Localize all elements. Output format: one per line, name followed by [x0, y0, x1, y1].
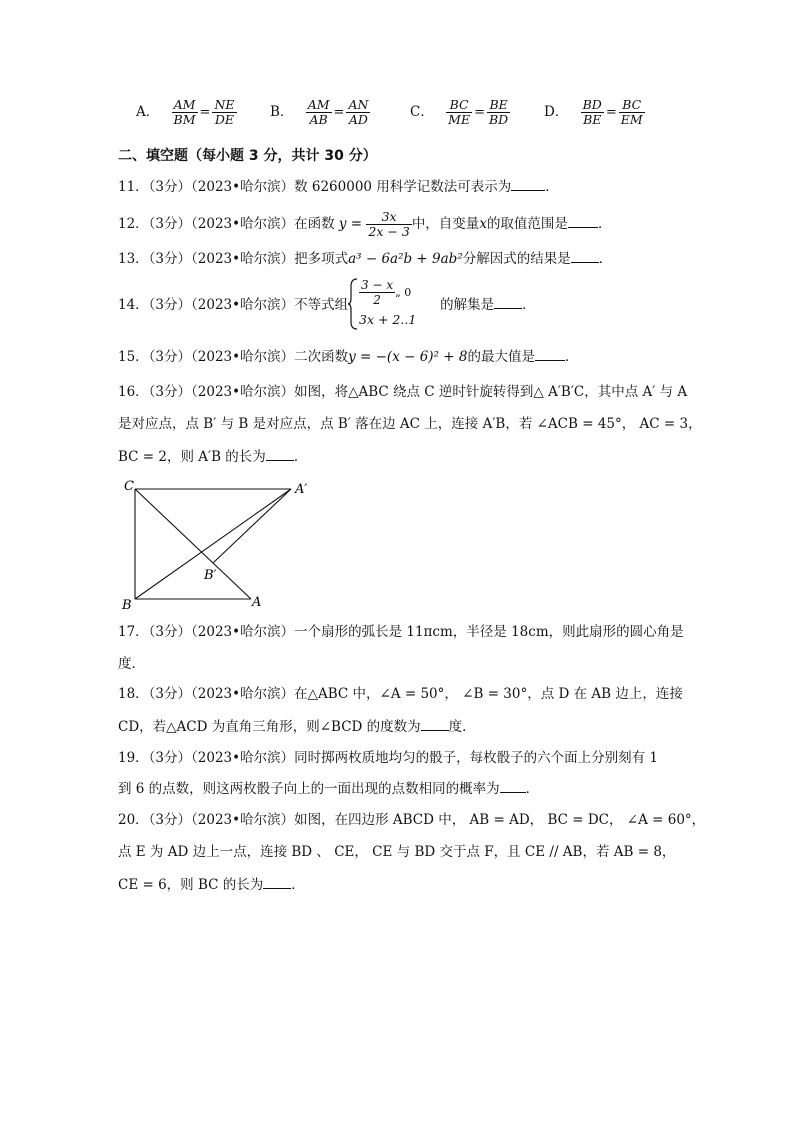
question-18-line-2: CD，若△ACD 为直角三角形，则∠BCD 的度数为 度． — [118, 716, 476, 737]
answer-blank — [571, 248, 599, 263]
question-20-line-1: 20．（3分）（2023•哈尔滨）如图，在四边形 ABCD 中， AB = AD， BC = DC， ∠A = 60°， — [118, 812, 706, 828]
question-18-line-1: 18．（3分）（2023•哈尔滨）在△ABC 中，∠A = 50°， ∠B = 30°，点 D 在 AB 边上，连接 — [118, 686, 683, 702]
question-20-line-3: CE = 6，则 BC 的长为 ． — [118, 874, 305, 895]
fraction: $\frac{BD}{BE}$ — [582, 97, 602, 127]
inequality-system — [347, 278, 417, 330]
question-15: 15．（3分）（2023•哈尔滨）二次函数y = −(x − 6)² + 8的最大值是 ． — [118, 346, 578, 367]
answer-blank — [568, 213, 598, 228]
question-13: 13．（3分）（2023•哈尔滨）把多项式a³ − 6a²b + 9ab²分解因式的结果是 ． — [118, 248, 612, 269]
question-14: 14．（3分）（2023•哈尔滨）不等式组 的解集是 ． — [118, 294, 536, 315]
question-16-line-3: BC = 2，则 A′B 的长为 ． — [118, 446, 307, 467]
brace-icon — [347, 278, 359, 330]
question-12: 12．（3分）（2023•哈尔滨）在函数 y = $\frac{3x}{2x - 3}$ 中，自变量x的取值范围是 ． — [118, 209, 612, 239]
answer-blank — [266, 446, 294, 461]
option-d: D． $\frac{BD}{BE}$ = $\frac{BC}{EM}$ — [544, 97, 643, 127]
answer-blank — [421, 716, 449, 731]
label-c: C — [124, 479, 134, 494]
fraction: $\frac{BC}{ME}$ — [448, 97, 471, 127]
answer-blank — [535, 346, 565, 361]
label-b-prime: B′ — [204, 568, 217, 583]
section-title: 二、填空题（每小题 3 分，共计 30 分） — [118, 148, 377, 164]
question-19-line-1: 19．（3分）（2023•哈尔滨）同时掷两枚质地均匀的骰子，每枚骰子的六个面上分别刻有 1 — [118, 750, 658, 766]
fraction: $\frac{BE}{BD}$ — [488, 97, 509, 127]
question-20-line-2: 点 E 为 AD 边上一点，连接 BD 、 CE， CE 与 BD 交于点 F，且 CE // AB，若 AB = 8， — [118, 844, 676, 860]
answer-blank — [263, 874, 291, 889]
fraction: $\frac{3 - x}{2}$ — [361, 278, 394, 307]
fraction: $\frac{AM}{AB}$ — [307, 97, 330, 127]
answer-blank — [511, 176, 545, 191]
question-17-line-1: 17．（3分）（2023•哈尔滨）一个扇形的弧长是 11πcm，半径是 18cm，则此扇形的圆心角是 — [118, 624, 684, 640]
answer-blank — [500, 778, 526, 793]
question-11: 11．（3分）（2023•哈尔滨）数 6260000 用科学记数法可表示为 ． — [118, 176, 559, 197]
option-a: A． $\frac{AM}{BM}$ = $\frac{NE}{DE}$ — [136, 97, 235, 127]
fraction: $\frac{AM}{BM}$ — [173, 97, 196, 127]
inequality-row-1: $\frac{3 - x}{2}$ „ 0 — [361, 278, 412, 307]
question-17-line-2: 度． — [118, 656, 145, 672]
question-16-line-1: 16．（3分）（2023•哈尔滨）如图，将△ABC 绕点 C 逆时针旋转得到△ A′B′C，其中点 A′ 与 A — [118, 384, 688, 400]
fraction: $\frac{3x}{2x - 3}$ — [368, 209, 410, 239]
fraction: $\frac{BC}{EM}$ — [620, 97, 643, 127]
answer-blank — [494, 294, 522, 309]
option-c: C． $\frac{BC}{ME}$ = $\frac{BE}{BD}$ — [410, 97, 509, 127]
rotation-figure — [118, 474, 318, 614]
label-b: B — [122, 598, 132, 613]
question-16-line-2: 是对应点，点 B′ 与 B 是对应点，点 B′ 落在边 AC 上，连接 A′B，若 ∠ACB = 45°， AC = 3， — [118, 416, 702, 432]
fraction: $\frac{AN}{AD}$ — [348, 97, 369, 127]
label-a-prime: A′ — [295, 482, 308, 497]
label-a: A — [252, 595, 262, 610]
segment-a-prime-b-prime — [213, 489, 291, 563]
option-b: B． $\frac{AM}{AB}$ = $\frac{AN}{AD}$ — [270, 97, 369, 127]
fraction: $\frac{NE}{DE}$ — [214, 97, 235, 127]
inequality-row-2: 3x + 2..1 — [359, 312, 417, 327]
question-19-line-2: 到 6 的点数，则这两枚骰子向上的一面出现的点数相同的概率为 ． — [118, 778, 539, 799]
